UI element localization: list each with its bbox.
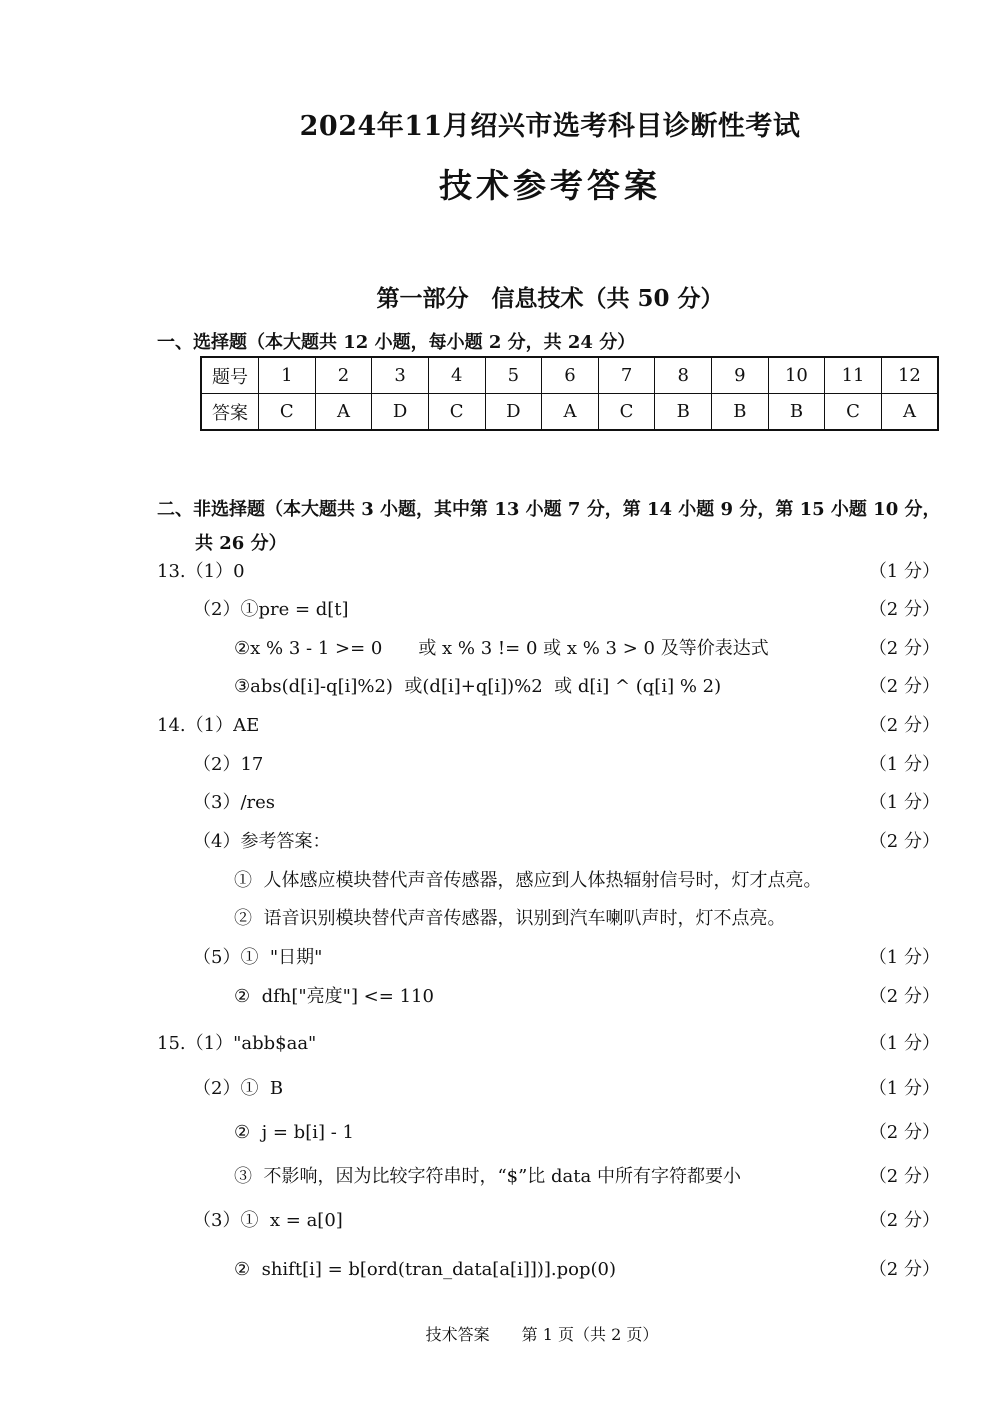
answer-cell: B <box>768 394 825 431</box>
answer-text: （3）① x = a[0] <box>193 1210 343 1231</box>
question-number: 5 <box>485 357 542 394</box>
answer-text: 14.（1）AE <box>157 715 260 736</box>
answer-text: ③abs(d[i]-q[i]%2) 或(d[i]+q[i])%2 或 d[i] ^ (q[i] % 2) <box>234 676 722 697</box>
points-label: （2 分） <box>868 1259 940 1280</box>
question-number: 9 <box>712 357 769 394</box>
answer-text: ② 语音识别模块替代声音传感器，识别到汽车喇叭声时，灯不点亮。 <box>234 908 786 929</box>
answer-text: （4）参考答案： <box>193 831 331 852</box>
question-number: 6 <box>542 357 599 394</box>
answer-cell: D <box>372 394 429 431</box>
answer-line-14-4-2 <box>0 905 940 933</box>
answer-line-13-1 <box>0 558 940 586</box>
answer-line-14-4-1 <box>0 867 940 895</box>
points-label: （1 分） <box>868 792 940 813</box>
answer-line-14-5 <box>0 944 940 972</box>
question-number: 2 <box>315 357 372 394</box>
question-number: 10 <box>768 357 825 394</box>
points-label: （2 分） <box>868 1122 940 1143</box>
answer-line-14-1 <box>0 712 940 740</box>
answer-line-14-3 <box>0 789 940 817</box>
answer-cell: C <box>259 394 316 431</box>
question-number: 7 <box>598 357 655 394</box>
question-number-row <box>201 357 938 394</box>
section2-heading-line1: 二、非选择题（本大题共 3 小题，其中第 13 小题 7 分，第 14 小题 9 分，第 15 小题 10 分， <box>157 499 941 520</box>
answer-text: ① 人体感应模块替代声音传感器，感应到人体热辐射信号时，灯才点亮。 <box>234 870 822 891</box>
points-label: （2 分） <box>868 638 940 659</box>
answer-line-15-3 <box>0 1207 940 1235</box>
answer-cell: A <box>315 394 372 431</box>
answer-text: （2）17 <box>193 754 264 775</box>
question-number: 1 <box>259 357 316 394</box>
answer-cell: B <box>712 394 769 431</box>
answer-line-14-2 <box>0 751 940 779</box>
question-number: 4 <box>428 357 485 394</box>
answer-text: ② shift[i] = b[ord(tran_data[a[i]])].pop(0) <box>234 1259 617 1280</box>
answer-text: ② dfh["亮度"] <= 110 <box>234 986 434 1007</box>
points-label: （2 分） <box>868 831 940 852</box>
answer-line-15-2-2 <box>0 1119 940 1147</box>
answer-row <box>201 394 938 431</box>
answer-text: （2）①pre = d[t] <box>193 599 349 620</box>
answer-text: 15.（1）"abb$aa" <box>157 1033 317 1054</box>
section2-heading-line2: 共 26 分） <box>195 533 287 554</box>
points-label: （1 分） <box>868 561 940 582</box>
answer-table <box>200 356 939 431</box>
part-title: 第一部分 信息技术（共 50 分） <box>376 285 724 312</box>
section2-heading <box>157 490 947 564</box>
answer-text: 13.（1）0 <box>157 561 245 582</box>
points-label: （1 分） <box>868 947 940 968</box>
points-label: （2 分） <box>868 1210 940 1231</box>
answer-cell: A <box>881 394 938 431</box>
doc-subtitle: 技术参考答案 <box>439 166 661 205</box>
points-label: （1 分） <box>868 1033 940 1054</box>
points-label: （2 分） <box>868 1166 940 1187</box>
answer-cell: B <box>655 394 712 431</box>
points-label: （1 分） <box>868 754 940 775</box>
points-label: （2 分） <box>868 986 940 1007</box>
question-number: 8 <box>655 357 712 394</box>
answer-line-15-1 <box>0 1030 940 1058</box>
answer-text: （3）/res <box>193 792 276 813</box>
answer-cell: C <box>598 394 655 431</box>
answer-line-13-2 <box>0 596 940 624</box>
answer-cell: C <box>428 394 485 431</box>
answer-cell: C <box>825 394 882 431</box>
answer-cell: A <box>542 394 599 431</box>
section1-heading: 一、选择题（本大题共 12 小题，每小题 2 分，共 24 分） <box>157 332 636 353</box>
doc-title: 2024年11月绍兴市选考科目诊断性考试 <box>299 111 801 142</box>
answer-line-13-2-2 <box>0 635 940 663</box>
points-label: （1 分） <box>868 1078 940 1099</box>
answer-line-15-2 <box>0 1075 940 1103</box>
row-label-answer: 答案 <box>201 394 259 431</box>
answer-text: ③ 不影响，因为比较字符串时，“$”比 data 中所有字符都要小 <box>234 1166 741 1187</box>
answer-text: ② j = b[i] - 1 <box>234 1122 354 1143</box>
points-label: （2 分） <box>868 676 940 697</box>
question-number: 11 <box>825 357 882 394</box>
answer-line-14-4 <box>0 828 940 856</box>
points-label: （2 分） <box>868 715 940 736</box>
answer-text: （5）① "日期" <box>193 947 323 968</box>
answer-line-13-2-3 <box>0 673 940 701</box>
answer-line-15-2-3 <box>0 1163 940 1191</box>
answer-line-15-3-2 <box>0 1256 940 1284</box>
answer-text: （2）① B <box>193 1078 284 1099</box>
answer-cell: D <box>485 394 542 431</box>
question-number: 3 <box>372 357 429 394</box>
points-label: （2 分） <box>868 599 940 620</box>
answer-line-14-5-2 <box>0 983 940 1011</box>
row-label-question: 题号 <box>201 357 259 394</box>
answer-text: ②x % 3 - 1 >= 0 或 x % 3 != 0 或 x % 3 > 0 及等价表达式 <box>234 638 769 659</box>
question-number: 12 <box>881 357 938 394</box>
page-footer: 技术答案 第 1 页（共 2 页） <box>425 1325 659 1344</box>
